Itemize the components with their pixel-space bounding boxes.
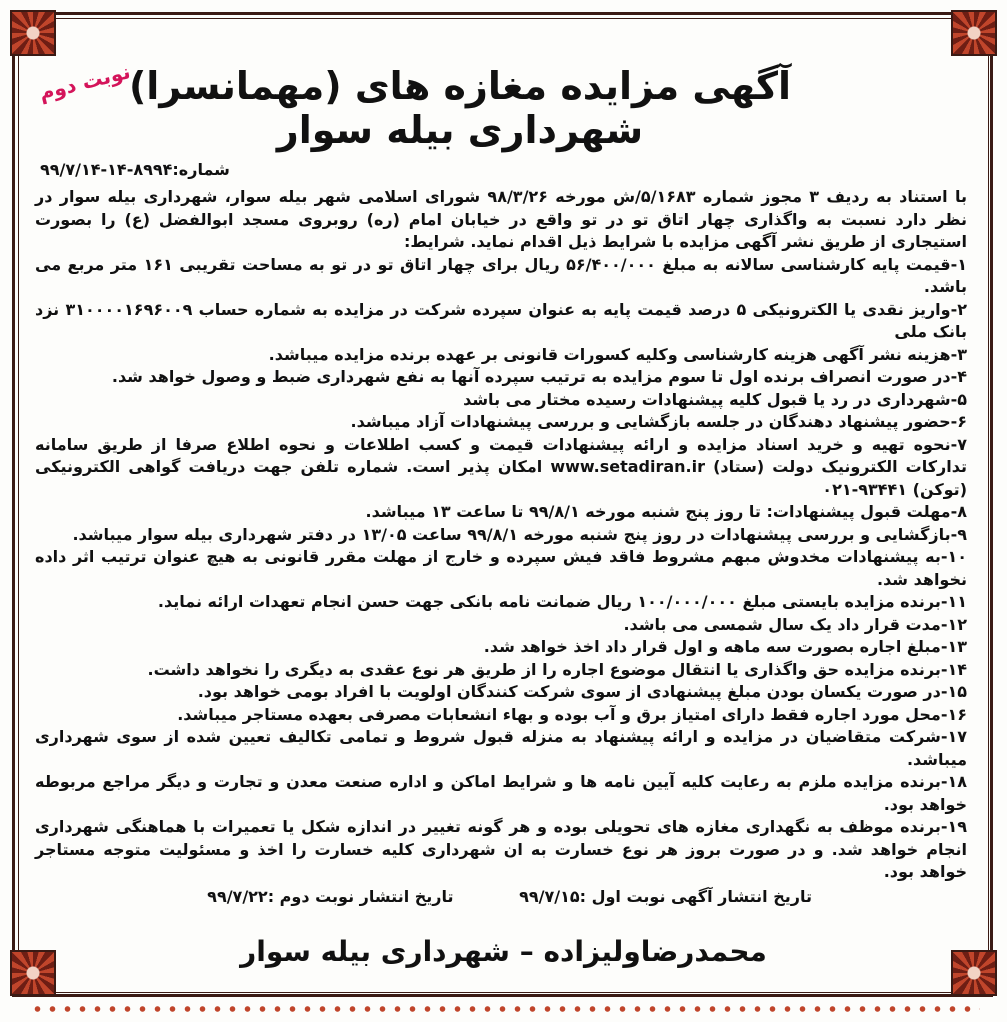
corner-ornament-icon [10,10,56,56]
edition-badge: نوبت دوم [36,59,133,105]
condition-item: ۱۹-برنده موظف به نگهداری مغازه های تحویلی بوده و هر گونه تغییر در اندازه شکل یا تعمیرات با هماهنگی شهرداری انجام خواهد شد. و در صورت بروز هر نوع خسارت به ان شهرداری کلیه خسارت را اخذ و مسئولیت متوجه مستاجر خواهد بود. [35,817,967,881]
date-second-publication: تاریخ انتشار نوبت دوم :۹۹/۷/۲۲ [207,887,454,906]
condition-item: ۷-نحوه تهیه و خرید اسناد مزایده و ارائه پیشنهادات قیمت و کسب اطلاعات و نحوه اطلاع صرفا از طریق سامانه تدارکات الکترونیک دولت (ستاد) www.setadiran.ir امکان پذیر است. شماره تلفن جهت دریافت گواهی الکترونیکی (توکن) ۹۳۴۴۱-۰۲۱ [35,434,967,499]
condition-item: ۱۷-شرکت متقاضیان در مزایده و ارائه پیشنهاد به منزله قبول شروط و تمامی تکالیف تعیین شده از سوی شهرداری میباشد. [35,727,967,769]
condition-item: ۴-در صورت انصراف برنده اول تا سوم مزایده به ترتیب سپرده آنها به نفع شهرداری ضبط و وصول خواهد شد. [111,367,967,386]
publication-dates [147,887,812,906]
condition-item: ۱۸-برنده مزایده ملزم به رعایت کلیه آیین نامه ها و شرایط اماکن و اداره صنعت معدن و تجارت و دیگر مراجع مربوطه خواهد بود. [35,772,967,814]
signature-line: محمدرضاولیزاده – شهرداری بیله سوار [240,935,767,968]
condition-item: ۱۲-مدت قرار داد یک سال شمسی می باشد. [623,614,967,634]
condition-item: ۱۰-به پیشنهادات مخدوش مبهم مشروط فاقد فیش سپرده و خارج از مهلت مقرر قانونی به هیچ عنوان ترتیب اثر داده نخواهد شد. [35,547,967,589]
notice-title: آگهی مزایده مغازه های (مهمانسرا) شهرداری بیله سوار [128,64,792,152]
notice-body [35,186,967,884]
condition-item: ۱-قیمت پایه کارشناسی سالانه به مبلغ ۵۶/۴۰۰/۰۰۰ ریال برای چهار اتاق تو در تو به مساحت تقریبی ۱۶۱ متر مربع می باشد. [35,254,968,296]
corner-ornament-icon [951,10,997,56]
condition-item: ۵-شهرداری در رد یا قبول کلیه پیشنهادات رسیده مختار می باشد [463,389,967,409]
date-first-publication: تاریخ انتشار آگهی نوبت اول :۹۹/۷/۱۵ [519,887,812,906]
condition-item: ۱۶-محل مورد اجاره فقط دارای امتیاز برق و آب بوده و بهاء انشعابات مصرفی بعهده مستاجر میباشد. [177,704,967,724]
condition-item: ۱۴-برنده مزایده حق واگذاری یا انتقال موضوع اجاره را از طریق هر نوع عقدی به دیگری را نخواهد داشت. [147,659,967,679]
condition-item: ۱۱-برنده مزایده بایستی مبلغ ۱۰۰/۰۰۰/۰۰۰ ریال ضمانت نامه بانکی جهت حسن انجام تعهدات ارائه نماید. [157,592,967,611]
condition-item: ۱۳-مبلغ اجاره بصورت سه ماهه و اول قرار داد اخذ خواهد شد. [483,637,967,656]
decorative-dot-border [30,1004,980,1014]
condition-item: ۸-مهلت قبول پیشنهادات: تا روز پنج شنبه مورخه ۹۹/۸/۱ تا ساعت ۱۳ میباشد. [365,502,967,521]
condition-item: ۹-بازگشایی و بررسی پیشنهادات در روز پنج شنبه مورخه ۹۹/۸/۱ ساعت ۱۳/۰۵ در دفتر شهرداری بیله سوار میباشد. [72,524,967,544]
notice-number: شماره:۸۹۹۴-۱۴-۹۹/۷/۱۴ [40,160,230,179]
condition-item: ۶-حضور پیشنهاد دهندگان در جلسه بازگشایی و بررسی پیشنهادات آزاد میباشد. [350,412,967,431]
intro-paragraph: با استناد به ردیف ۳ مجوز شماره ۵/۱۶۸۳/ش مورخه ۹۸/۳/۲۶ شورای اسلامی شهر بیله سوار، شهرداری بیله سوار در نظر دارد نسبت به واگذاری چهار اتاق تو در تو واقع در خیابان امام (ره) روبروی مسجد ابوالفضل (ع) را بصورت استیجاری از طریق نشر آگهی مزایده با شرایط ذیل اقدام نماید. شرایط: [35,187,967,251]
condition-item: ۱۵-در صورت یکسان بودن مبلغ پیشنهادی از سوی شرکت کنندگان اولویت با افراد بومی خواهد بود. [197,682,967,701]
condition-item: ۲-واریز نقدی یا الکترونیکی ۵ درصد قیمت پایه به عنوان سپرده شرکت در مزایده به شماره حساب ۳۱۰۰۰۰۱۶۹۶۰۰۹ نزد بانک ملی [35,299,968,341]
condition-item: ۳-هزینه نشر آگهی هزینه کارشناسی وکلیه کسورات قانونی بر عهده برنده مزایده میباشد. [268,344,967,364]
